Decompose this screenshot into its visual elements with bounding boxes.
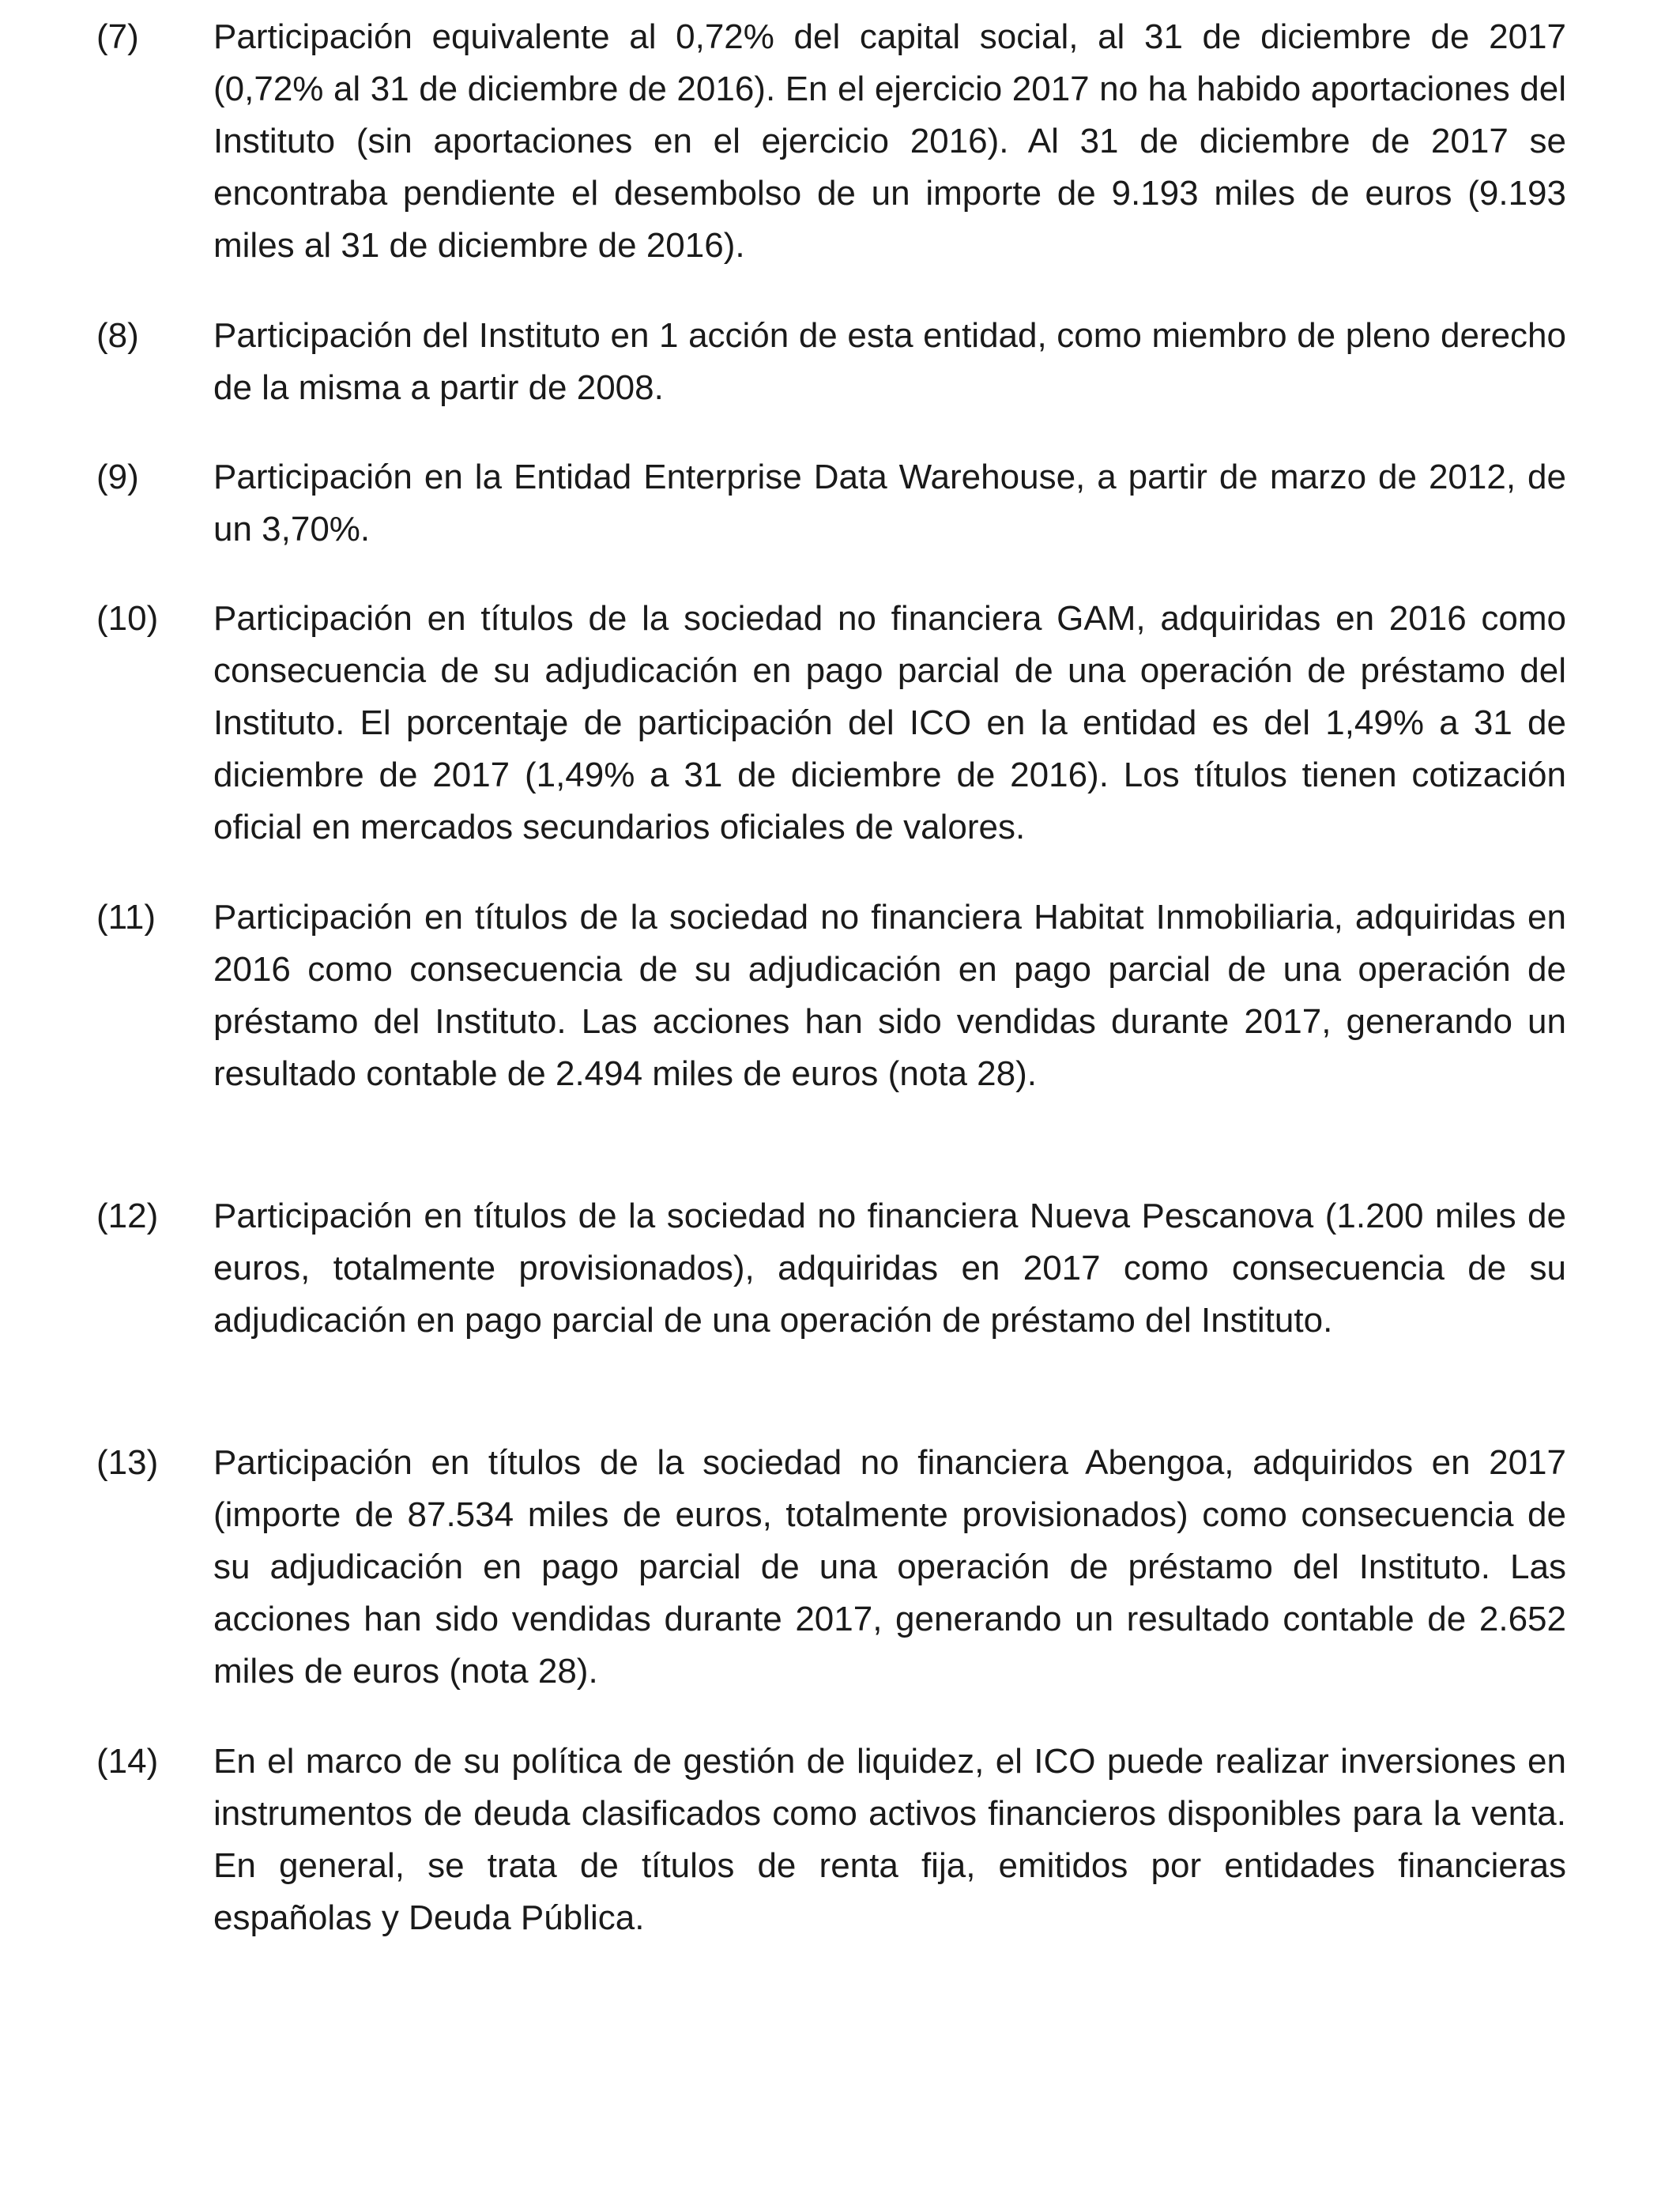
note-number: (9) [96,458,139,496]
note-text: Participación equivalente al 0,72% del capital social, al 31 de diciembre de 2017 (0,72% al 31 de diciembre de 2016). En el ejercicio 2017 no ha habido aportaciones del Instituto (sin aportaciones en el ejercicio 2016). Al 31 de diciembre de 2017 se encontraba pendiente el desembolso de un importe de 9.193 miles de euros (9.193 miles al 31 de diciembre de 2016). [213,17,1566,265]
note-number: (7) [96,17,139,56]
note-number: (10) [96,599,159,638]
note-text: Participación en títulos de la sociedad no financiera Abengoa, adquiridos en 2017 (importe de 87.534 miles de euros, totalmente provisionados) como consecuencia de su adjudicación en pago parcial de una operación de préstamo del Instituto. Las acciones han sido vendidas durante 2017, generando un resultado contable de 2.652 miles de euros (nota 28). [213,1443,1566,1691]
note-number: (8) [96,316,139,355]
note-text: En el marco de su política de gestión de liquidez, el ICO puede realizar inversiones en instrumentos de deuda clasificados como activos financieros disponibles para la venta. En general, se trata de títulos de renta fija, emitidos por entidades financieras españolas y Deuda Pública. [213,1742,1566,1937]
note-number: (11) [96,898,156,937]
note-text: Participación en títulos de la sociedad no financiera GAM, adquiridas en 2016 como consecuencia de su adjudicación en pago parcial de una operación de préstamo del Instituto. El porcentaje de participación del ICO en la entidad es del 1,49% a 31 de diciembre de 2017 (1,49% a 31 de diciembre de 2016). Los títulos tienen cotización oficial en mercados secundarios oficiales de valores. [213,599,1566,846]
note-text: Participación en títulos de la sociedad no financiera Habitat Inmobiliaria, adquiridas en 2016 como consecuencia de su adjudicación en pago parcial de una operación de préstamo del Instituto. Las acciones han sido vendidas durante 2017, generando un resultado contable de 2.494 miles de euros (nota 28). [213,898,1566,1093]
note-number: (13) [96,1443,159,1482]
note-number: (12) [96,1197,159,1235]
note-text: Participación en la Entidad Enterprise Data Warehouse, a partir de marzo de 2012, de un 3,70%. [213,458,1566,548]
note-text: Participación en títulos de la sociedad no financiera Nueva Pescanova (1.200 miles de euros, totalmente provisionados), adquiridas en 2017 como consecuencia de su adjudicación en pago parcial de una operación de préstamo del Instituto. [213,1197,1566,1340]
note-number: (14) [96,1742,159,1781]
note-text: Participación del Instituto en 1 acción de esta entidad, como miembro de pleno derecho de la misma a partir de 2008. [213,316,1566,407]
